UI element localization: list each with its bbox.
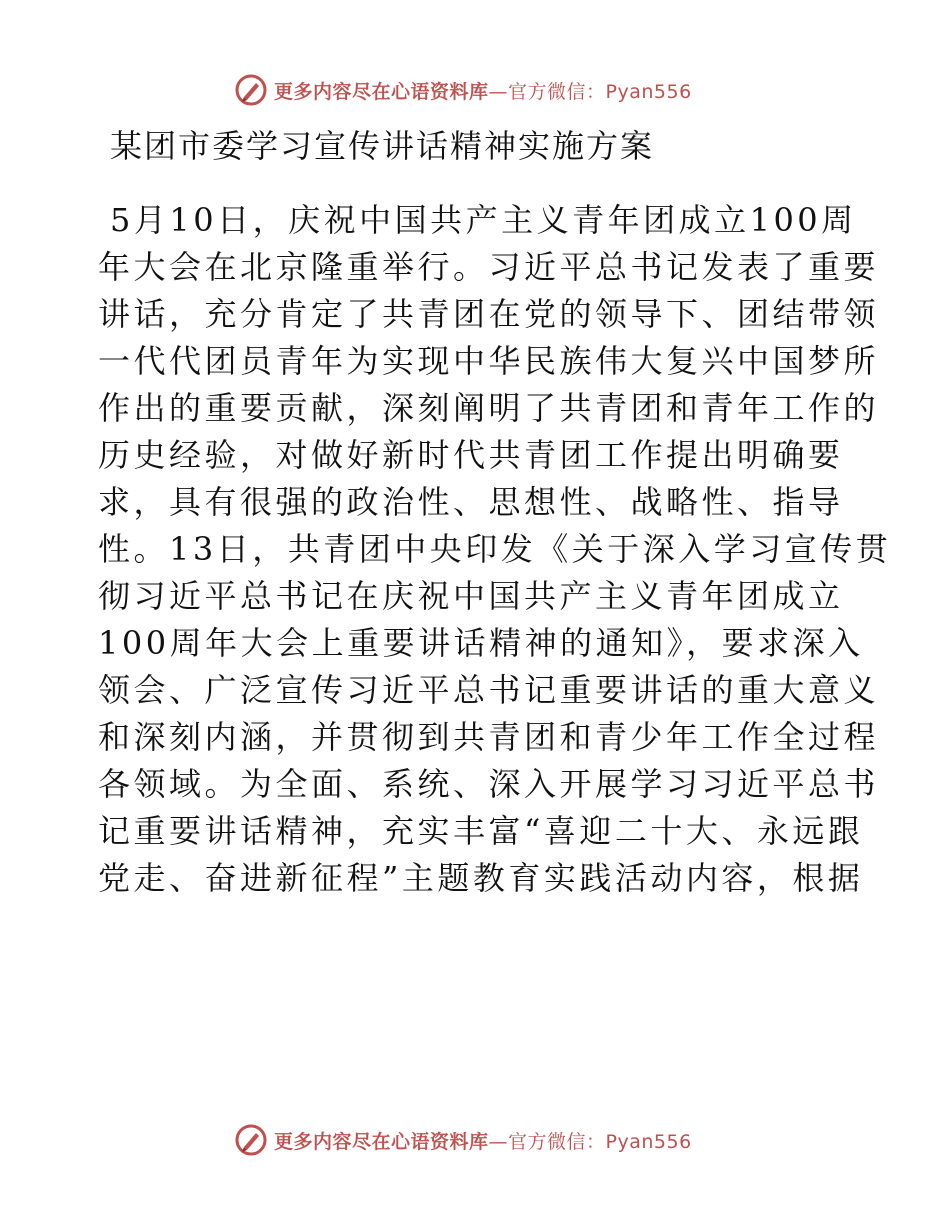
document-title: 某团市委学习宣传讲话精神实施方案 bbox=[110, 127, 655, 165]
body-line: 年大会在北京隆重举行。习近平总书记发表了重要 bbox=[98, 248, 880, 286]
body-line: 讲话，充分肯定了共青团在党的领导下、团结带领 bbox=[98, 295, 880, 333]
body-line: 一代代团员青年为实现中华民族伟大复兴中国梦所 bbox=[98, 342, 880, 380]
body-line: 各领域。为全面、系统、深入开展学习习近平总书 bbox=[98, 765, 880, 803]
watermark-text: 更多内容尽在心语资料库—官方微信：Pyan556 bbox=[274, 80, 692, 103]
body-line: 领会、广泛宣传习近平总书记重要讲话的重大意义 bbox=[98, 671, 880, 709]
watermark-text: 更多内容尽在心语资料库—官方微信：Pyan556 bbox=[274, 1130, 692, 1153]
body-line: 和深刻内涵，并贯彻到共青团和青少年工作全过程 bbox=[98, 718, 880, 756]
body-line: 求，具有很强的政治性、思想性、战略性、指导 bbox=[98, 483, 844, 521]
body-line: 历史经验，对做好新时代共青团工作提出明确要 bbox=[98, 436, 844, 474]
body-line: 作出的重要贡献，深刻阐明了共青团和青年工作的 bbox=[98, 389, 880, 427]
body-line: 党走、奋进新征程”主题教育实践活动内容，根据 bbox=[98, 859, 864, 897]
body-line: 100周年大会上重要讲话精神的通知》，要求深入 bbox=[98, 624, 864, 662]
document-body bbox=[98, 197, 892, 902]
watermark-footer bbox=[234, 1122, 692, 1158]
body-line: 5月10日，庆祝中国共产主义青年团成立100周 bbox=[110, 201, 857, 239]
pen-seal-icon bbox=[234, 73, 268, 107]
watermark-header bbox=[234, 72, 692, 108]
body-line: 性。13日，共青团中央印发《关于深入学习宣传贯 bbox=[98, 530, 892, 568]
body-line: 彻习近平总书记在庆祝中国共产主义青年团成立 bbox=[98, 577, 844, 615]
pen-seal-icon bbox=[234, 1123, 268, 1157]
body-line: 记重要讲话精神，充实丰富“喜迎二十大、永远跟 bbox=[98, 812, 864, 850]
